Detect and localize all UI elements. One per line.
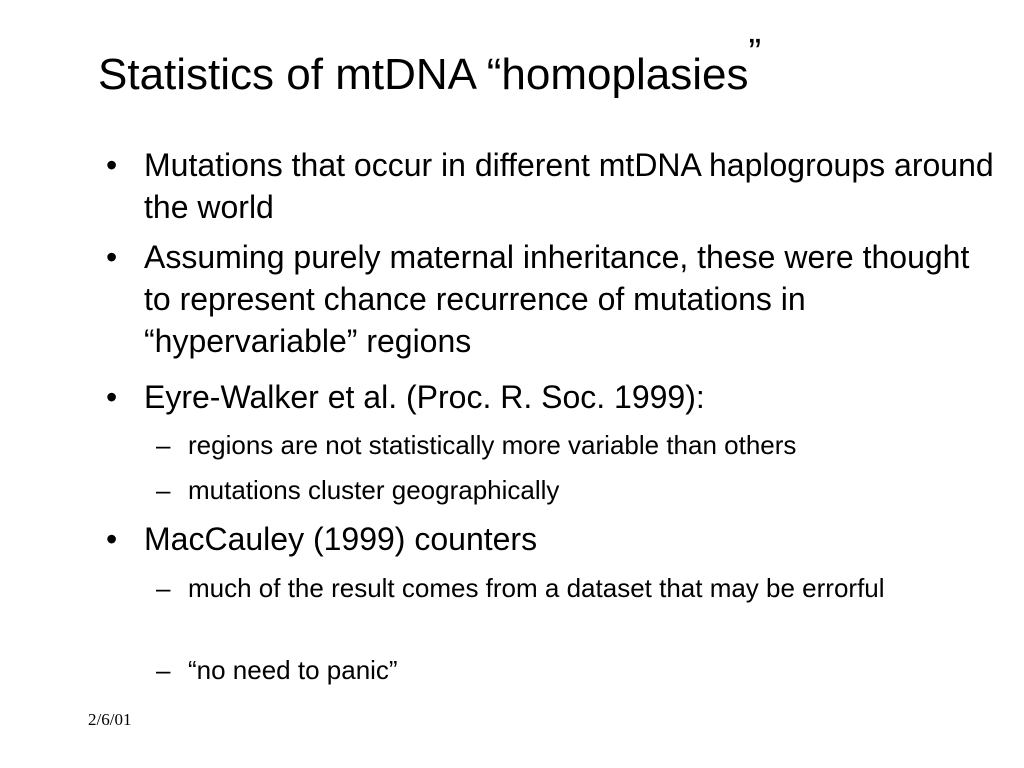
dash-marker: –	[156, 655, 171, 685]
bullet-item	[106, 518, 996, 560]
bullet-text: Eyre-Walker et al. (Proc. R. Soc. 1999):	[144, 379, 705, 415]
sub-bullet-item	[156, 428, 996, 463]
slide-title-text: Statistics of mtDNA “homoplasies	[98, 50, 749, 99]
bullet-item	[106, 236, 996, 362]
sub-bullet-text: “no need to panic”	[188, 655, 398, 685]
sub-bullet-text: regions are not statistically more variable than others	[188, 430, 797, 460]
bullet-marker: •	[106, 521, 118, 557]
bullet-item	[106, 144, 996, 228]
bullet-item	[106, 376, 996, 418]
bullet-marker: •	[106, 379, 118, 415]
dash-marker: –	[156, 475, 171, 505]
sub-bullet-item	[156, 653, 996, 688]
dash-marker: –	[156, 430, 171, 460]
sub-bullet-item	[156, 571, 996, 606]
bullet-text: Mutations that occur in different mtDNA haplogroups around the world	[144, 147, 994, 225]
sub-bullet-item	[156, 473, 996, 508]
bullet-text: MacCauley (1999) counters	[144, 521, 538, 557]
bullet-marker: •	[106, 239, 118, 275]
sub-bullet-text: mutations cluster geographically	[188, 475, 560, 505]
dash-marker: –	[156, 573, 171, 603]
sub-bullet-text: much of the result comes from a dataset that may be errorful	[188, 573, 885, 603]
bullet-marker: •	[106, 147, 118, 183]
bullet-text: Assuming purely maternal inheritance, these were thought to represent chance recurrence of mutations in “hypervariable” regions	[144, 239, 970, 359]
footer-date: 2/6/01	[88, 710, 132, 729]
title-closing-quote: ”	[748, 32, 762, 74]
